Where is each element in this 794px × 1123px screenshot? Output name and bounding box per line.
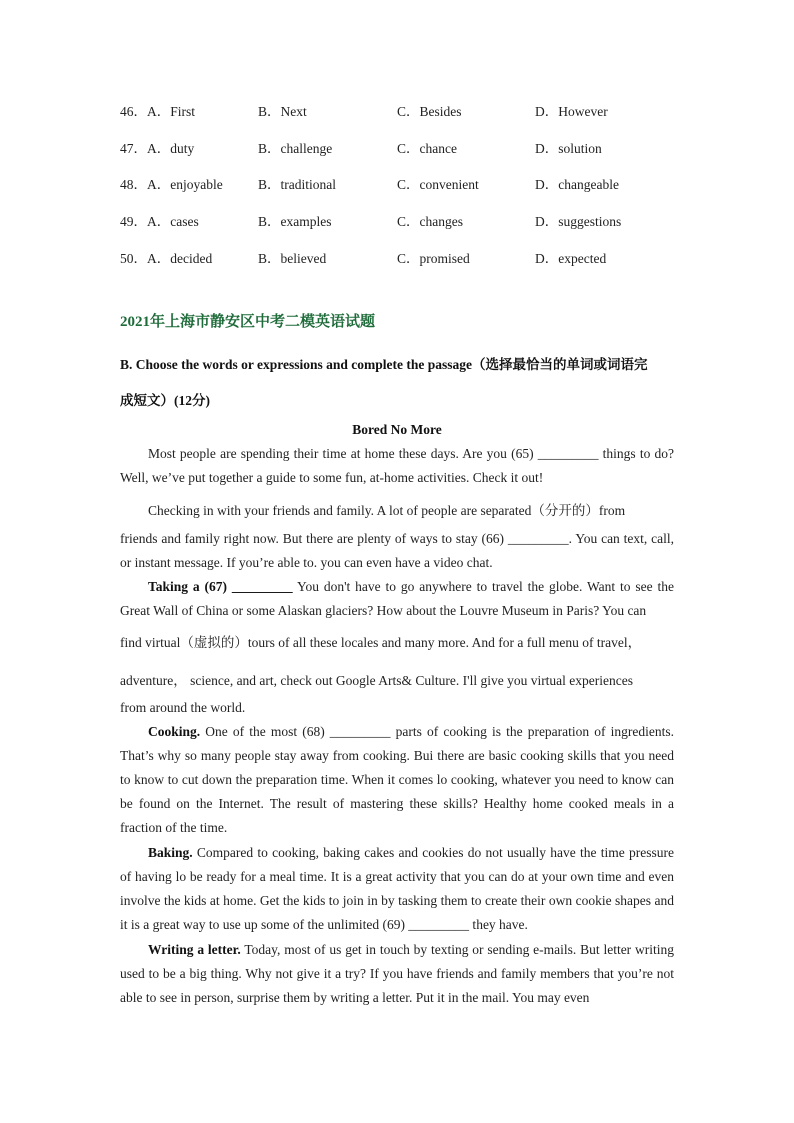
option-a: 47．A．duty: [120, 141, 195, 156]
option-row-50: [120, 247, 680, 267]
paragraph-baking: [120, 841, 674, 937]
paragraph-lead: Cooking.: [148, 724, 201, 739]
option-b: B．challenge: [258, 141, 333, 156]
option-b: B．Next: [258, 104, 307, 119]
paragraph-lead: Writing a letter.: [148, 942, 241, 957]
paragraph-travel-line-3: find virtual（虚拟的）tours of all these locales and many more. And for a full menu of travel，: [120, 635, 642, 650]
option-c: C．convenient: [397, 177, 479, 192]
paragraph-text: A lot of people are separated（分开的）from: [373, 503, 626, 518]
instruction-line-2: 成短文）(12分): [120, 393, 210, 408]
option-c: C．chance: [397, 141, 457, 156]
option-b: B．examples: [258, 214, 332, 229]
section-title: 2021年上海市静安区中考二模英语试题: [120, 314, 376, 330]
paragraph-letter: [120, 938, 674, 1010]
option-d: D．However: [535, 104, 608, 119]
option-d: D．changeable: [535, 177, 619, 192]
option-a: 49．A．cases: [120, 214, 199, 229]
paragraph-cooking: [120, 720, 674, 840]
paragraph-travel-line-5: from around the world.: [120, 700, 246, 715]
option-b: B．traditional: [258, 177, 336, 192]
option-d: D．expected: [535, 251, 607, 266]
paragraph-friends-line-1: [120, 499, 674, 519]
paragraph-travel: [120, 575, 674, 623]
option-c: C．promised: [397, 251, 470, 266]
paragraph-lead: Taking a (67) _________: [148, 579, 293, 594]
paragraph-intro: Most people are spending their time at home these days. Are you (65) _________ things to do? Well, we’ve put together a guide to some fun, at-home activities. Check it out!: [120, 446, 674, 485]
option-d: D．suggestions: [535, 214, 622, 229]
paragraph-text: You don't have to go anywhere to travel the globe. Want to see the Great Wall of China or some Alaskan glaciers? How about the Louvre Museum in Paris? You can: [120, 579, 674, 618]
option-a: 50．A．decided: [120, 251, 213, 266]
passage-title: Bored No More: [352, 422, 442, 437]
option-a: 48．A．enjoyable: [120, 177, 223, 192]
option-d: D．solution: [535, 141, 602, 156]
option-a: 46．A．First: [120, 104, 196, 119]
option-c: C．changes: [397, 214, 463, 229]
option-row-48: [120, 173, 680, 193]
paragraph-travel-line-4: adventure， science, and art, check out Google Arts& Culture. I'll give you virtual experiences: [120, 673, 634, 688]
instruction-line-1: B. Choose the words or expressions and complete the passage（选择最恰当的单词或词语完: [120, 357, 648, 372]
option-row-49: [120, 210, 680, 230]
paragraph-lead: Checking in with your friends and family.: [148, 503, 374, 518]
paragraph-text: Compared to cooking, baking cakes and cookies do not usually have the time pressure of having lo be ready for a meal time. It is a great activity that you can do at your own time and even involve the kids at home. Get the kids to join in by tasking them to create their own cookie shapes and it is a great way to use up some of the unlimited (69) _________ they have.: [120, 845, 674, 932]
paragraph-text: Today, most of us get in touch by texting or sending e-mails. But letter writing used to be a big thing. Why not give it a try? If you have friends and family members that you’re not able to see in person, surprise them by writing a letter. Put it in the mail. You may even: [120, 942, 675, 1005]
paragraph-friends-rest: friends and family right now. But there are plenty of ways to stay (66) _________. You can text, call, or instant message. If you’re able to. you can even have a video chat.: [120, 531, 674, 570]
option-row-46: [120, 100, 680, 120]
option-c: C．Besides: [397, 104, 462, 119]
option-row-47: [120, 137, 680, 157]
paragraph-text: One of the most (68) _________ parts of cooking is the preparation of ingredients. That’s why so many people stay away from cooking. Bui there are basic cooking skills that you need to know to cut down the preparation time. When it comes lo cooking, whatever you need to know can be found on the Internet. The result of mastering these skills? Healthy home cooked meals in a fraction of the time.: [120, 724, 674, 835]
paragraph-lead: Baking.: [148, 845, 193, 860]
option-b: B．believed: [258, 251, 327, 266]
